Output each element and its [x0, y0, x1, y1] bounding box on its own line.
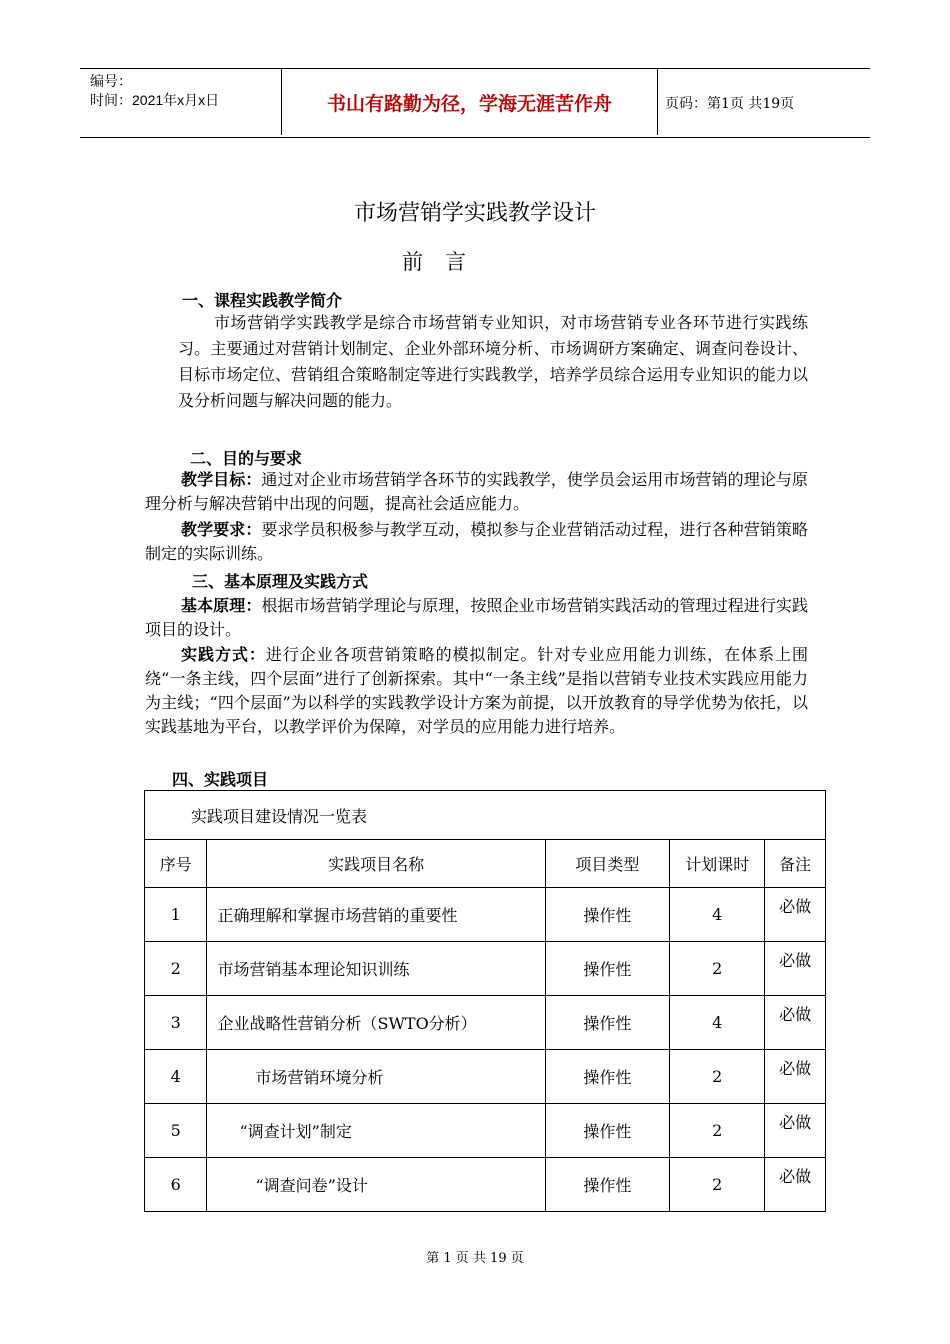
cell-hours: 2 [670, 1050, 765, 1104]
cell-type: 操作性 [545, 1158, 669, 1212]
table-row [145, 1104, 826, 1158]
cell-type: 操作性 [545, 996, 669, 1050]
header-meta [80, 69, 280, 137]
document-title: 市场营销学实践教学设计 [353, 201, 596, 226]
table-row [145, 888, 826, 942]
cell-hours: 4 [670, 996, 765, 1050]
cell-name: “调查问卷”设计 [207, 1158, 545, 1212]
cell-note: 必做 [765, 888, 826, 942]
header-motto: 书山有路勤为径，学海无涯苦作舟 [281, 69, 658, 135]
header-hours: 计划课时 [670, 840, 765, 888]
section-1-text: 市场营销学实践教学是综合市场营销专业知识，对市场营销专业各环节进行实践练习。主要通过对营销计划制定、企业外部环境分析、市场调研方案确定、调查问卷设计、目标市场定位、营销组合策略制定等进行实践教学，培养学员综合运用专业知识的能力以及分析问题与解决问题的能力。 [178, 313, 808, 410]
section-4-heading: 四、实践项目 [172, 770, 269, 789]
cell-name: 企业战略性营销分析（SWTO分析） [207, 996, 545, 1050]
cell-type: 操作性 [545, 1050, 669, 1104]
header-note: 备注 [765, 840, 826, 888]
cell-name: 市场营销基本理论知识训练 [207, 942, 545, 996]
section-2-requirement [145, 518, 808, 566]
cell-type: 操作性 [545, 1104, 669, 1158]
cell-hours: 4 [670, 888, 765, 942]
header-page-info: 页码：第1页 共19页 [665, 96, 795, 112]
goal-text: 通过对企业市场营销学各环节的实践教学，使学员会运用市场营销的理论与原理分析与解决营销中出现的问题，提高社会适应能力。 [145, 470, 808, 513]
page-header [80, 68, 870, 138]
project-table [144, 790, 826, 1212]
method-text: 进行企业各项营销策略的模拟制定。针对专业应用能力训练，在体系上围绕“一条主线，四个层面”进行了创新探索。其中“一条主线”是指以营销专业技术实践应用能力为主线；“四个层面”为以科学的实践教学设计方案为前提，以开放教育的导学优势为依托，以实践基地为平台，以教学评价为保障，对学员的应用能力进行培养。 [145, 645, 808, 736]
page-footer: 第 1 页 共 19 页 [426, 1251, 524, 1266]
number-label: 编号： [90, 73, 132, 89]
cell-no: 2 [145, 942, 207, 996]
cell-note: 必做 [765, 1104, 826, 1158]
cell-name: 正确理解和掌握市场营销的重要性 [207, 888, 545, 942]
section-1-heading: 一、课程实践教学简介 [182, 291, 343, 310]
cell-hours: 2 [670, 1104, 765, 1158]
header-name: 实践项目名称 [207, 840, 545, 888]
section-3-principle [145, 594, 808, 642]
cell-type: 操作性 [545, 942, 669, 996]
table-row [145, 942, 826, 996]
section-2-goal [145, 468, 808, 516]
cell-no: 3 [145, 996, 207, 1050]
table-caption: 实践项目建设情况一览表 [145, 791, 826, 840]
table-row [145, 996, 826, 1050]
cell-hours: 2 [670, 1158, 765, 1212]
section-3-heading: 三、基本原理及实践方式 [192, 572, 369, 591]
header-no: 序号 [145, 840, 207, 888]
cell-no: 5 [145, 1104, 207, 1158]
goal-label: 教学目标： [181, 470, 262, 489]
cell-note: 必做 [765, 1050, 826, 1104]
cell-note: 必做 [765, 1158, 826, 1212]
date-label: 时间：2021年x月x日 [90, 92, 220, 108]
header-type: 项目类型 [545, 840, 669, 888]
document-subtitle: 前言 [402, 250, 488, 274]
section-3-method [145, 643, 808, 739]
table-header-row [145, 840, 826, 888]
cell-note: 必做 [765, 996, 826, 1050]
table-row [145, 1158, 826, 1212]
cell-no: 4 [145, 1050, 207, 1104]
principle-label: 基本原理： [181, 596, 262, 615]
requirement-label: 教学要求： [181, 520, 262, 539]
requirement-text: 要求学员积极参与教学互动，模拟参与企业营销活动过程，进行各种营销策略制定的实际训练。 [145, 520, 808, 563]
cell-hours: 2 [670, 942, 765, 996]
cell-no: 1 [145, 888, 207, 942]
principle-text: 根据市场营销学理论与原理，按照企业市场营销实践活动的管理过程进行实践项目的设计。 [145, 596, 808, 639]
section-2-heading: 二、目的与要求 [190, 449, 303, 468]
cell-type: 操作性 [545, 888, 669, 942]
cell-note: 必做 [765, 942, 826, 996]
table-row [145, 1050, 826, 1104]
cell-name: 市场营销环境分析 [207, 1050, 545, 1104]
method-label: 实践方式： [181, 645, 266, 664]
cell-name: “调查计划”制定 [207, 1104, 545, 1158]
cell-no: 6 [145, 1158, 207, 1212]
